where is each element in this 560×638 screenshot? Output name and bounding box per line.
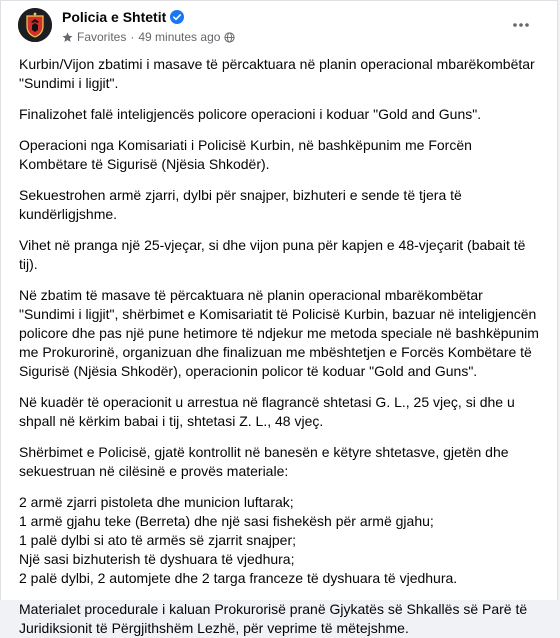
post-paragraph: Materialet procedurale i kaluan Prokurorisë pranë Gjykatës së Shkallës së Parë të Juridiksionit të Përgjithshëm Lezhë, për veprime të mëtejshme.	[19, 601, 528, 636]
post-paragraph: Sekuestrohen armë zjarri, dylbi për snajper, bizhuteri e sende të tjera të kundërligjshme.	[19, 187, 462, 222]
post-timestamp[interactable]: 49 minutes ago	[138, 30, 221, 44]
post-paragraph: Në kuadër të operacionit u arrestua në flagrancë shtetasi G. L., 25 vjeç, si dhe u shpall në kërkim babai i tij, shtetasi Z. L., 48 vjeç.	[19, 394, 515, 429]
evidence-item: 1 armë gjahu teke (Berreta) dhe një sasi fishekësh për armë gjahu;	[19, 513, 434, 529]
post-paragraph: Në zbatim të masave të përcaktuara në planin operacional mbarëkombëtar "Sundimi i ligjit", shërbimet e Komisariatit të Policisë Kurbin, bazuar në inteligjencën policore dhe pas një pune hetimore të ndjekur me metoda speciale në bashkëpunim me Prokurorinë, organizuan dhe finalizuan me mbështetjen e Forcës Kombëtare të Sigurisë (Njësia Shkodër), operacionin policor të koduar "Gold and Guns".	[19, 287, 539, 379]
post-paragraph: Finalizohet falë inteligjencës policore operacioni i koduar "Gold and Guns".	[19, 106, 482, 122]
post-header	[1, 1, 557, 51]
audience-label[interactable]: Favorites	[77, 30, 127, 44]
more-horizontal-icon	[513, 23, 529, 27]
post-paragraph: Vihet në pranga një 25-vjeçar, si dhe vijon puna për kapjen e 48-vjeçarit (babait të tij).	[19, 237, 526, 272]
page-avatar[interactable]	[18, 8, 52, 42]
meta-separator: ·	[130, 30, 135, 44]
post-paragraph: Operacioni nga Komisariati i Policisë Kurbin, në bashkëpunim me Forcën Kombëtare të Sigurisë (Njësia Shkodër).	[19, 137, 472, 172]
verified-badge-icon	[170, 10, 184, 24]
globe-icon	[224, 32, 235, 43]
post-paragraph: Shërbimet e Policisë, gjatë kontrollit në banesën e këtyre shtetasve, gjetën dhe sekuestruan në cilësinë e provës materiale:	[19, 444, 509, 479]
page-name[interactable]: Policia e Shtetit	[62, 9, 167, 25]
evidence-list	[19, 493, 539, 588]
post-paragraph: Kurbin/Vijon zbatimi i masave të përcaktuara në planin operacional mbarëkombëtar "Sundimi i ligjit".	[19, 56, 535, 91]
star-icon	[62, 32, 73, 43]
evidence-item: Një sasi bizhuterish të dyshuara të vjedhura;	[19, 551, 295, 567]
post-body	[1, 51, 557, 638]
more-options-button[interactable]	[507, 13, 535, 37]
evidence-item: 2 armë zjarri pistoleta dhe municion luftarak;	[19, 494, 294, 510]
evidence-item: 2 palë dylbi, 2 automjete dhe 2 targa franceze të dyshuara të vjedhura.	[19, 570, 458, 586]
police-emblem-icon	[18, 8, 52, 42]
evidence-item: 1 palë dylbi si ato të armës së zjarrit snajper;	[19, 532, 297, 548]
post-meta	[62, 30, 235, 44]
page-name-row	[62, 9, 184, 25]
